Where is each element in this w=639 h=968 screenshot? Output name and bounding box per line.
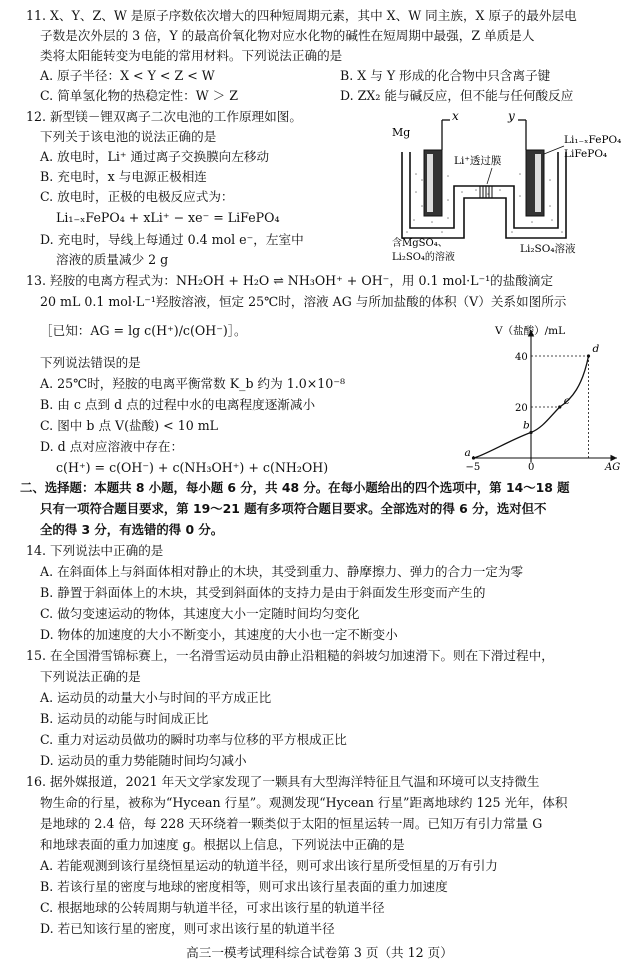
terminal-y-label: y [508, 110, 515, 123]
point-a [472, 456, 475, 459]
q15-stem-line2: 下列说法正确的是 [40, 669, 141, 684]
point-d [587, 354, 590, 357]
li-ion-membrane [480, 186, 492, 198]
point-label-a: a [464, 447, 471, 459]
q11-stem-line2: 子数是次外层的 3 倍，Y 的最高价氧化物对应水化物的碱性在短周期中最强，Z 单质是人 [40, 28, 535, 43]
point-c [558, 405, 561, 408]
q15-option-c: C. 重力对运动员做功的瞬时功率与位移的平方根成正比 [40, 732, 347, 747]
cathode-label-2: LiFePO₄ [564, 148, 608, 160]
q15-option-d: D. 运动员的重力势能随时间均匀减小 [40, 753, 247, 768]
q11-stem-line1: 11. X、Y、Z、W 是原子序数依次增大的四种短周期元素，其中 X、W 同主族，X 原子的最外层电 [26, 8, 577, 23]
right-solution-label: Li₂SO₄溶液 [520, 243, 576, 255]
q16-option-c: C. 根据地球的公转周期与轨道半径，可求出该行星的轨道半径 [40, 900, 385, 915]
q14-option-c: C. 做匀变速运动的物体，其速度大小一定随时间均匀变化 [40, 606, 360, 621]
left-solution-label-2: Li₂SO₄的溶液 [392, 252, 455, 263]
titration-chart [455, 322, 625, 474]
q12-stem-line2: 下列关于该电池的说法正确的是 [40, 129, 217, 144]
q16-stem-line3: 是地球的 2.4 倍，每 228 天环绕着一颗类似于太阳的恒星运转一周。已知万有引力常量 G [40, 816, 543, 831]
section2-line2: 只有一项符合题目要求，第 19～21 题有多项符合题目要求。全部选对的得 6 分，选对但不 [40, 501, 547, 516]
q16-option-b: B. 若该行星的密度与地球的密度相等，则可求出该行星表面的重力加速度 [40, 879, 448, 894]
q12-option-d-line1: D. 充电时，导线上每通过 0.4 mol e⁻，左室中 [40, 232, 304, 247]
q16-stem-line4: 和地球表面的重力加速度 g。根据以上信息，下列说法中正确的是 [40, 837, 405, 852]
q14-option-a: A. 在斜面体上与斜面体相对静止的木块，其受到重力、静摩擦力、弹力的合力一定为零 [40, 564, 524, 579]
q16-stem-line1: 16. 据外媒报道，2021 年天文学家发现了一颗具有大型海洋特征且气温和环境可以支持微生 [26, 774, 540, 789]
q13-stem-line2: 20 mL 0.1 mol·L⁻¹羟胺溶液，恒定 25℃时，溶液 AG 与所加盐酸的体积（V）关系如图所示 [40, 294, 567, 309]
q15-stem-line1: 15. 在全国滑雪锦标赛上，一名滑雪运动员由静止沿粗糙的斜坡匀加速滑下。则在下滑过程中， [26, 648, 554, 663]
q13-option-d: D. d 点对应溶液中存在： [40, 439, 184, 454]
q11-option-a: A. 原子半径：X < Y < Z < W [40, 68, 215, 83]
membrane-label: Li⁺透过膜 [454, 155, 502, 167]
q12-option-a: A. 放电时，Li⁺ 通过离子交换膜向左移动 [40, 149, 270, 164]
q13-option-b: B. 由 c 点到 d 点的过程中水的电离程度逐渐减小 [40, 397, 316, 412]
point-label-d: d [592, 343, 600, 355]
q14-option-d: D. 物体的加速度的大小不断变小，其速度的大小也一定不断变小 [40, 627, 398, 642]
q15-option-b: B. 运动员的动能与时间成正比 [40, 711, 209, 726]
y-tick-label: 20 [515, 403, 528, 414]
q12-stem-line1: 12. 新型镁－锂双离子二次电池的工作原理如图。 [26, 109, 302, 124]
q14-option-b: B. 静置于斜面体上的木块，其受到斜面体的支持力是由于斜面发生形变而产生的 [40, 585, 486, 600]
q13-stem-line1: 13. 羟胺的电离方程式为：NH₂OH + H₂O ⇌ NH₃OH⁺ + OH⁻，用 0.1 mol·L⁻¹的盐酸滴定 [26, 273, 554, 288]
x-axis-label: AG [605, 462, 621, 473]
q13-option-a: A. 25℃时，羟胺的电离平衡常数 K_b 约为 1.0×10⁻⁸ [40, 376, 346, 391]
q11-option-d: D. ZX₂ 能与碱反应，但不能与任何酸反应 [340, 88, 574, 103]
point-label-c: c [563, 395, 570, 407]
left-solution-label-1: 含MgSO₄、 [392, 238, 448, 249]
q12-option-b: B. 充电时，x 与电源正极相连 [40, 169, 207, 184]
q16-stem-line2: 物生命的行星，被称为“Hycean 行星”。观测发现“Hycean 行星”距离地球约 125 光年，体积 [40, 795, 568, 810]
mg-label: Mg [392, 126, 411, 139]
q15-option-a: A. 运动员的动量大小与时间的平方成正比 [40, 690, 272, 705]
q13-option-c: C. 图中 b 点 V(盐酸) < 10 mL [40, 418, 219, 433]
q12-option-d-line2: 溶液的质量减少 2 g [56, 252, 169, 267]
terminal-x-label: x [452, 110, 459, 123]
q12-option-c: C. 放电时，正极的电极反应式为： [40, 189, 234, 204]
q11-option-b: B. X 与 Y 形成的化合物中只含离子键 [340, 68, 551, 83]
q16-option-a: A. 若能观测到该行星绕恒星运动的轨道半径，则可求出该行星所受恒星的万有引力 [40, 858, 498, 873]
q13-known: ［已知：AG = lg c(H⁺)/c(OH⁻)］。 [40, 323, 247, 338]
q13-ask: 下列说法错误的是 [40, 355, 141, 370]
cathode-label-1: Li₁₋ₓFePO₄ [564, 134, 622, 146]
section2-line1: 二、选择题：本题共 8 小题，每小题 6 分，共 48 分。在每小题给出的四个选项中，第 14～18 题 [20, 480, 570, 495]
point-b [529, 431, 532, 434]
page-footer: 高三一模考试理科综合试卷第 3 页（共 12 页） [186, 945, 453, 960]
q11-option-c: C. 简单氢化物的热稳定性：W ＞ Z [40, 88, 239, 103]
x-tick-label: −5 [465, 462, 481, 473]
x-tick-label: 0 [528, 462, 535, 473]
battery-diagram [392, 110, 632, 268]
q13-option-d-equation: c(H⁺) = c(OH⁻) + c(NH₃OH⁺) + c(NH₂OH) [56, 460, 329, 475]
q14-stem: 14. 下列说法中正确的是 [26, 543, 164, 558]
y-axis-label: V（盐酸）/mL [495, 325, 566, 337]
q16-option-d: D. 若已知该行星的密度，则可求出该行星的轨道半径 [40, 921, 335, 936]
y-tick-label: 40 [515, 352, 528, 363]
q12-option-c-equation: Li₁₋ₓFePO₄ + xLi⁺ − xe⁻ = LiFePO₄ [56, 210, 280, 225]
q11-stem-line3: 类将太阳能转变为电能的常用材料。下列说法正确的是 [40, 48, 343, 63]
section2-line3: 全的得 3 分，有选错的得 0 分。 [40, 522, 224, 537]
point-label-b: b [523, 419, 530, 432]
